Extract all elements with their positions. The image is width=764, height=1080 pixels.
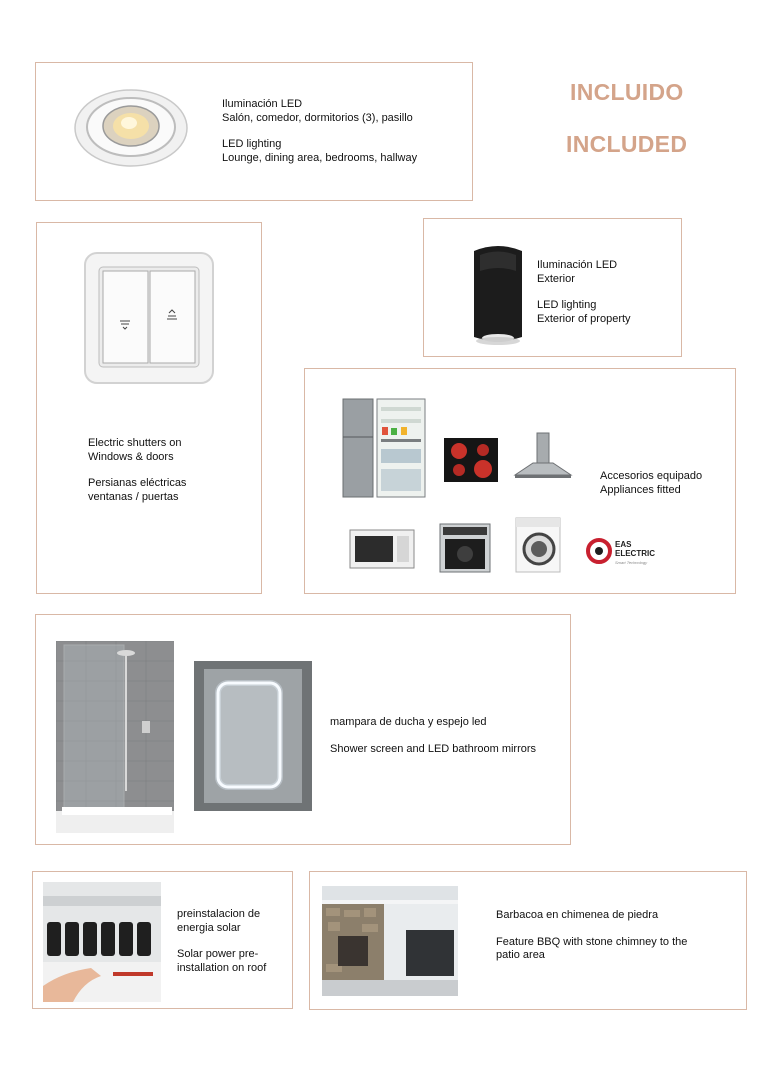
shutters-en-line2: Windows & doors [88, 450, 174, 463]
bbq-section [309, 871, 747, 1010]
solar-en-line1: Solar power pre- [177, 948, 259, 960]
appliances-en: Appliances fitted [600, 483, 681, 496]
led-exterior-section [423, 218, 682, 357]
brand-logo-tagline: Smart Technology [615, 560, 648, 565]
bbq-es: Barbacoa en chimenea de piedra [496, 909, 659, 921]
led-interior-text [222, 98, 417, 165]
shutters-es-line2: ventanas / puertas [88, 490, 179, 503]
shutters-en-line1: Electric shutters on [88, 437, 182, 449]
heading-included-en: INCLUDED [566, 131, 688, 157]
washing-machine-image [515, 517, 561, 573]
bbq-en-line1: Feature BBQ with stone chimney to the [496, 935, 688, 948]
hob-image [443, 437, 499, 483]
bathroom-es: mampara de ducha y espejo led [330, 716, 487, 728]
bbq-text [496, 909, 687, 963]
shower-screen-image [56, 641, 174, 833]
led-interior-section [35, 62, 473, 201]
bathroom-en: Shower screen and LED bathroom mirrors [330, 742, 537, 755]
led-exterior-es-title: Iluminación LED [537, 259, 618, 271]
solar-text [177, 908, 266, 975]
solar-es-line2: energia solar [177, 921, 241, 934]
shutters-es-line1: Persianas eléctricas [88, 477, 187, 489]
bbq-en-line2: patio area [496, 949, 545, 961]
led-mirror-image [194, 661, 312, 811]
brand-logo-text-line1: EAS [615, 540, 632, 549]
brand-logo-text-line2: ELECTRIC [615, 549, 655, 558]
extractor-hood-image [511, 431, 575, 483]
oven-image [439, 523, 491, 573]
solar-section [32, 871, 293, 1009]
led-interior-en-detail: Lounge, dining area, bedrooms, hallway [222, 151, 418, 164]
wall-light-image [466, 241, 530, 347]
led-interior-en-title: LED lighting [222, 138, 282, 150]
solar-en-line2: installation on roof [177, 961, 267, 974]
stone-bbq-image [322, 886, 458, 996]
shutters-section [36, 222, 262, 594]
led-exterior-es-detail: Exterior [537, 272, 575, 285]
brand-logo-image [585, 535, 671, 569]
led-interior-es-title: Iluminación LED [222, 98, 303, 110]
breaker-panel-image [43, 882, 161, 1002]
shutters-text [88, 437, 186, 504]
heading-included-es: INCLUIDO [570, 79, 684, 105]
led-exterior-en-detail: Exterior of property [537, 312, 631, 325]
fridge-image [341, 397, 427, 501]
bathroom-section [35, 614, 571, 845]
led-exterior-en-title: LED lighting [537, 299, 597, 311]
microwave-image [349, 529, 415, 569]
shutter-switch-image [83, 251, 215, 385]
recessed-downlight-image [71, 83, 191, 173]
led-exterior-text [537, 259, 631, 326]
solar-es-line1: preinstalacion de [177, 908, 261, 920]
bathroom-text [330, 716, 536, 756]
appliances-text [600, 470, 702, 497]
led-interior-es-detail: Salón, comedor, dormitorios (3), pasillo [222, 111, 413, 124]
appliances-section [304, 368, 736, 594]
appliances-es: Accesorios equipado [600, 470, 703, 482]
